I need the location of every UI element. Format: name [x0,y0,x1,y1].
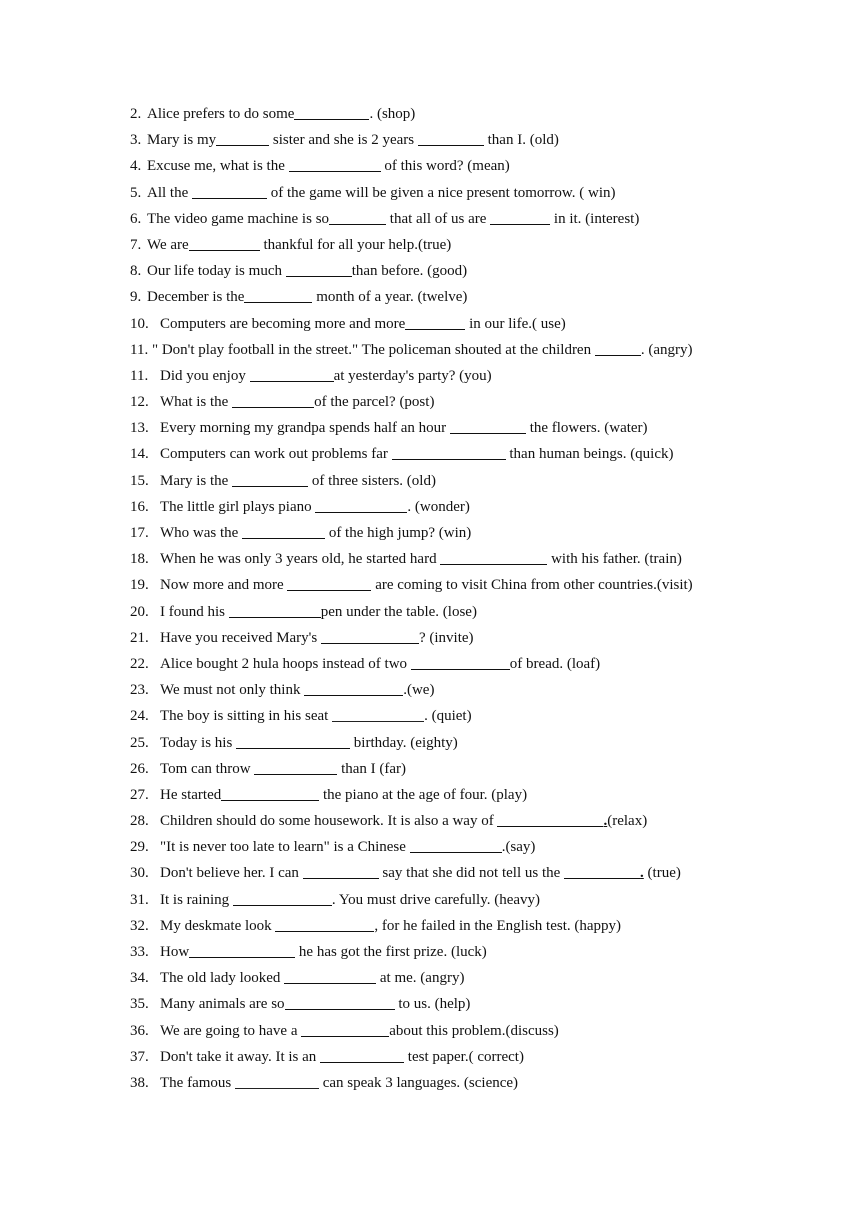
item-number: 33. [130,944,149,960]
answer-blank[interactable] [332,706,424,723]
item-text: of the high jump? (win) [325,525,472,541]
answer-blank[interactable] [244,287,312,304]
exercise-item [130,991,770,1017]
item-text: at yesterday's party? (you) [333,367,492,384]
exercise-item [130,939,770,965]
item-text: sister and she is 2 years [269,132,418,149]
item-number: 25. [130,734,149,751]
item-number: 9. [130,289,142,306]
item-text: of this word? (mean) [380,158,510,175]
answer-blank[interactable] [392,444,506,461]
exercise-item [130,756,770,782]
exercise-item [130,415,770,441]
exercise-item [130,1018,770,1044]
item-text: of three sisters. (old) [308,472,436,489]
item-text: the flowers. (water) [525,420,648,437]
answer-blank[interactable] [490,208,550,225]
item-number: 13. [130,420,149,437]
exercise-item [130,389,770,415]
item-text: thankful for all your help.(true) [259,236,452,253]
exercise-item [130,232,770,258]
exercise-item [130,703,770,729]
item-number: 35. [130,996,149,1013]
answer-blank[interactable] [595,339,641,356]
exercise-item [130,913,770,939]
exercise-item [130,808,770,834]
exercise-item [130,572,770,598]
exercise-list [130,101,770,1096]
item-text: Children should do some housework. It is also a way of [160,813,498,830]
answer-blank[interactable] [321,627,419,644]
item-number: 10. [130,315,149,332]
exercise-item [130,677,770,703]
item-text: (relax) [607,813,648,830]
item-number: 37. [130,1048,149,1065]
answer-blank[interactable] [233,889,332,906]
exercise-item [130,520,770,546]
answer-blank[interactable] [285,994,395,1011]
answer-blank[interactable] [405,313,465,330]
item-text: .(say) [501,839,536,856]
answer-blank[interactable] [189,234,260,251]
item-number: 21. [130,629,149,646]
item-text: , for he failed in the English test. (happy) [374,917,622,934]
exercise-item [130,834,770,860]
item-text: Mary is the [160,472,233,489]
item-number: 31. [130,891,149,908]
answer-blank[interactable] [192,182,267,199]
exercise-item [130,965,770,991]
item-number: 36. [130,1022,149,1039]
item-text: What is the [160,394,233,411]
answer-blank[interactable] [440,548,547,565]
item-text: Mary is my [147,132,217,149]
item-text: We are going to have a [160,1022,302,1039]
answer-blank[interactable] [286,260,352,277]
answer-blank[interactable] [450,418,526,435]
exercise-item [130,625,770,651]
item-text: to us. (help) [394,996,471,1013]
item-text: Excuse me, what is the [147,158,289,175]
item-text: than human beings. (quick) [505,446,674,463]
item-number: 11. [130,367,149,384]
item-number: 28. [130,813,149,830]
item-text: test paper.( correct) [404,1048,524,1065]
item-text: Don't take it away. It is an [160,1048,321,1065]
item-number: 8. [130,263,142,280]
answer-blank[interactable] [216,129,269,146]
item-text: of the game will be given a nice present tomorrow. ( win) [267,184,616,201]
item-text: Did you enjoy [160,367,250,384]
answer-blank[interactable] [254,758,337,775]
item-text: Alice prefers to do some [147,106,295,122]
answer-blank[interactable] [315,496,407,513]
item-text: Today is his [160,734,237,751]
item-text: Many animals are so [160,996,285,1013]
item-text: When he was only 3 years old, he started hard [160,551,441,568]
item-text: He started [160,786,222,803]
item-text: We are [147,236,189,253]
item-text: It is raining [160,891,233,908]
item-text: the piano at the age of four. (play) [319,786,528,803]
answer-blank[interactable] [410,837,502,854]
answer-blank[interactable] [232,470,308,487]
item-text: Computers can work out problems far [160,446,392,463]
item-text: of bread. (loaf) [509,655,601,672]
item-text: All the [147,184,192,201]
item-number: 5. [130,184,142,201]
item-number: 7. [130,236,142,253]
exercise-item [130,599,770,625]
item-number: 2. [130,106,142,122]
item-text: Computers are becoming more and more [160,315,406,332]
item-text: can speak 3 languages. (science) [318,1074,519,1091]
item-text: ? (invite) [418,629,474,646]
item-number: 14. [130,446,149,463]
answer-blank[interactable] [284,967,376,984]
item-text: The boy is sitting in his seat [160,708,333,725]
item-text: (true) [643,865,681,882]
answer-blank[interactable] [303,863,379,880]
item-text: Tom can throw [160,760,255,777]
answer-blank[interactable] [242,522,325,539]
item-text: " Don't play football in the street." The policeman shouted at the children [148,341,595,358]
item-text: The famous [160,1074,235,1091]
item-number: 6. [130,210,142,227]
exercise-item [130,730,770,756]
item-text: . (shop) [369,106,416,122]
exercise-item [130,546,770,572]
item-number: 16. [130,498,149,515]
item-text: . (wonder) [407,498,470,515]
item-text: are coming to visit China from other countries.(visit) [371,577,693,594]
exercise-item [130,468,770,494]
item-text: in our life.( use) [465,315,566,332]
answer-blank[interactable] [301,1020,389,1037]
exercise-item [130,363,770,389]
item-text: . (angry) [640,341,693,358]
answer-blank[interactable] [320,1046,404,1063]
item-number: 20. [130,603,149,620]
exercise-item [130,1044,770,1070]
item-text: We must not only think [160,682,305,699]
item-text: The video game machine is so [147,210,330,227]
item-number: 32. [130,917,149,934]
answer-blank[interactable] [232,391,314,408]
item-text: that all of us are [386,210,491,227]
item-text: than I. (old) [483,132,559,149]
item-text: December is the [147,289,245,306]
item-number: 38. [130,1074,149,1091]
answer-blank[interactable] [289,156,381,173]
item-text: . [603,813,608,830]
item-text: month of a year. (twelve) [312,289,468,306]
answer-blank[interactable] [329,208,386,225]
exercise-item [130,494,770,520]
item-number: 26. [130,760,149,777]
item-number: 22. [130,655,149,672]
answer-blank[interactable] [236,732,350,749]
item-text: with his father. (train) [547,551,682,568]
item-text: Every morning my grandpa spends half an hour [160,420,450,437]
exercise-item [130,441,770,467]
exercise-item [130,284,770,310]
item-text: birthday. (eighty) [350,734,458,751]
exercise-item [130,101,770,127]
exercise-item [130,206,770,232]
item-text: The little girl plays piano [160,498,316,515]
exercise-item [130,153,770,179]
item-text: "It is never too late to learn" is a Chinese [160,839,410,856]
item-text: . You must drive carefully. (heavy) [331,891,541,908]
item-text: at me. (angry) [376,970,465,987]
answer-blank[interactable] [418,129,484,146]
item-number: 11. [130,341,149,358]
answer-blank[interactable] [411,653,510,670]
item-number: 4. [130,158,142,175]
answer-blank[interactable] [287,575,371,592]
item-number: 30. [130,865,149,882]
item-text: he has got the first prize. (luck) [295,944,487,960]
item-text: Our life today is much [147,263,286,280]
exercise-item [130,337,770,363]
answer-blank[interactable] [250,365,334,382]
item-text: Alice bought 2 hula hoops instead of two [160,655,411,672]
item-number: 3. [130,132,142,149]
answer-blank[interactable] [294,103,369,120]
item-number: 15. [130,472,149,489]
item-number: 19. [130,577,149,594]
exercise-item [130,782,770,808]
item-text: . (quiet) [424,708,472,725]
item-text: .(we) [403,682,435,699]
item-text: Have you received Mary's [160,629,321,646]
item-text: pen under the table. (lose) [320,603,477,620]
item-text: The old lady looked [160,970,285,987]
exercise-item [130,887,770,913]
item-number: 17. [130,525,149,541]
item-text: of the parcel? (post) [314,394,435,411]
exercise-item [130,127,770,153]
item-text: say that she did not tell us the [378,865,565,882]
item-text: . [640,865,644,882]
answer-blank[interactable] [275,915,374,932]
item-text: in it. (interest) [550,210,640,227]
exercise-item [130,311,770,337]
answer-blank[interactable] [235,1072,319,1089]
item-number: 24. [130,708,149,725]
exercise-item [130,651,770,677]
item-text: Now more and more [160,577,288,594]
item-number: 12. [130,394,149,411]
answer-blank[interactable] [189,941,295,958]
answer-blank[interactable] [221,784,319,801]
answer-blank[interactable] [229,601,321,618]
item-text: than before. (good) [351,263,468,280]
item-number: 34. [130,970,149,987]
item-text: I found his [160,603,229,620]
item-number: 18. [130,551,149,568]
item-text: My deskmate look [160,917,276,934]
exercise-item [130,860,770,886]
answer-blank[interactable] [564,863,640,880]
item-text: than I (far) [337,760,407,777]
answer-blank[interactable] [497,810,603,827]
item-number: 29. [130,839,149,856]
exercise-item [130,1070,770,1096]
answer-blank[interactable] [304,679,403,696]
item-text: about this problem.(discuss) [389,1022,559,1039]
item-number: 27. [130,786,149,803]
item-text: Who was the [160,525,243,541]
item-text: Don't believe her. I can [160,865,303,882]
item-text: How [160,944,190,960]
exercise-item [130,180,770,206]
item-number: 23. [130,682,149,699]
exercise-item [130,258,770,284]
